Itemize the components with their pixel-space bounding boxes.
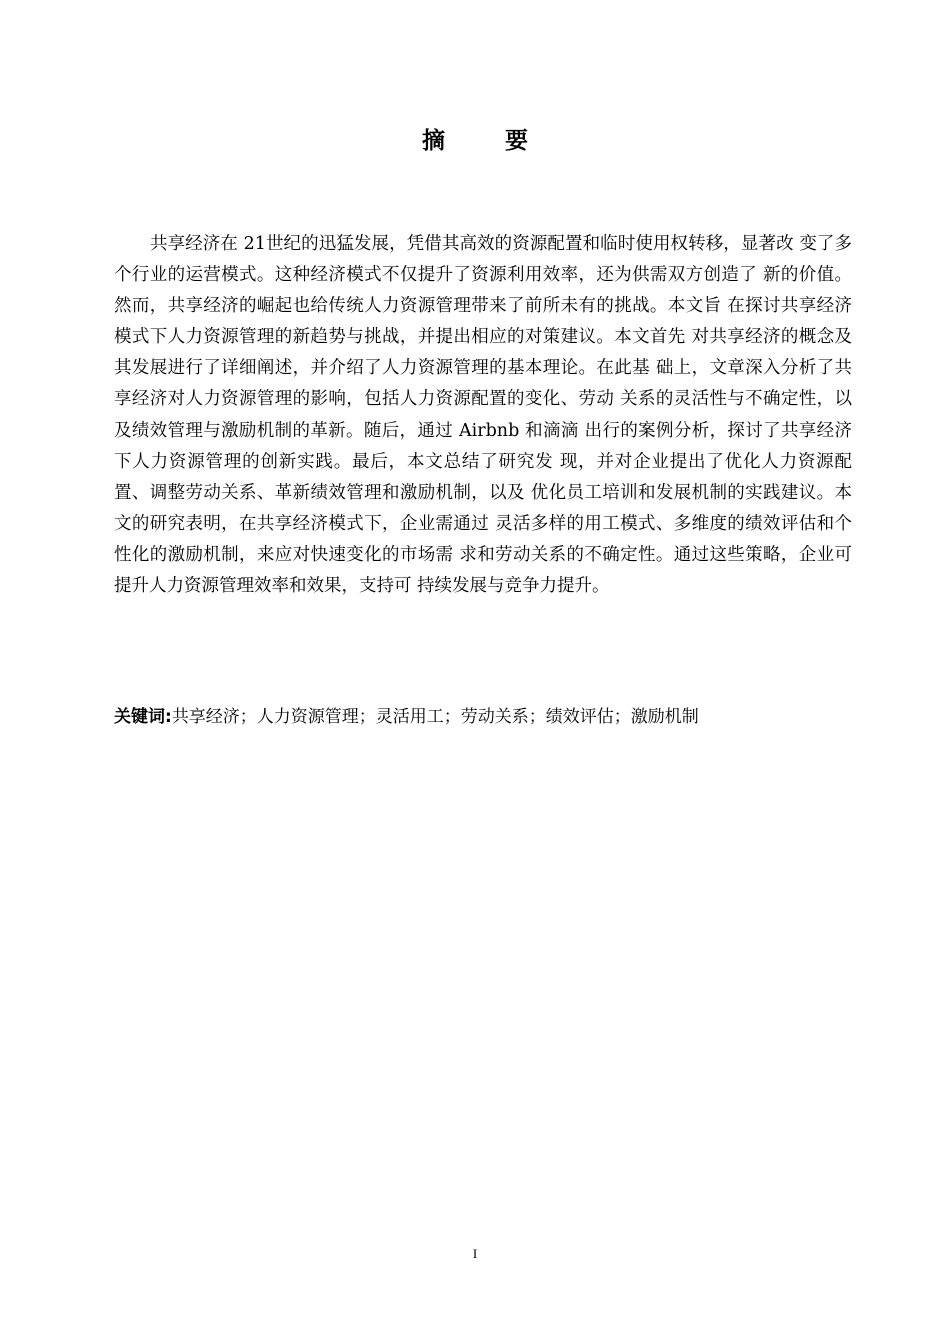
page-title: 摘 要 xyxy=(421,128,554,154)
page-number: I xyxy=(472,1246,478,1261)
keywords-values: 共享经济；人力资源管理；灵活用工；劳动关系；绩效评估；激励机制 xyxy=(171,707,699,727)
abstract-paragraph: 共享经济在 21世纪的迅猛发展，凭借其高效的资源配置和临时使用权转移，显著改 变了多个行业的运营模式。这种经济模式不仅提升了资源利用效率，还为供需双方创造了 新的价值。然而，共享经济的崛起也给传统人力资源管理带来了前所未有的挑战。本文旨 在探讨共享经济模式下人力资源管理的新趋势与挑战，并提出相应的对策建议。本文首先 对共享经济的概念及其发展进行了详细阐述，并介绍了人力资源管理的基本理论。在此基 础上，文章深入分析了共享经济对人力资源管理的影响，包括人力资源配置的变化、劳动 关系的灵活性与不确定性，以及绩效管理与激励机制的革新。随后，通过 Airbnb 和滴滴 出行的案例分析，探讨了共享经济下人力资源管理的创新实践。最后，本文总结了研究发 现，并对企业提出了优化人力资源配置、调整劳动关系、革新绩效管理和激励机制，以及 优化员工培训和发展机制的实践建议。本文的研究表明，在共享经济模式下，企业需通过 灵活多样的用工模式、多维度的绩效评估和个性化的激励机制，来应对快速变化的市场需 求和劳动关系的不确定性。通过这些策略，企业可提升人力资源管理效率和效果，支持可 持续发展与竞争力提升。 xyxy=(114,234,852,597)
keywords-label: 关键词: xyxy=(114,707,172,727)
keywords-line xyxy=(114,703,852,731)
